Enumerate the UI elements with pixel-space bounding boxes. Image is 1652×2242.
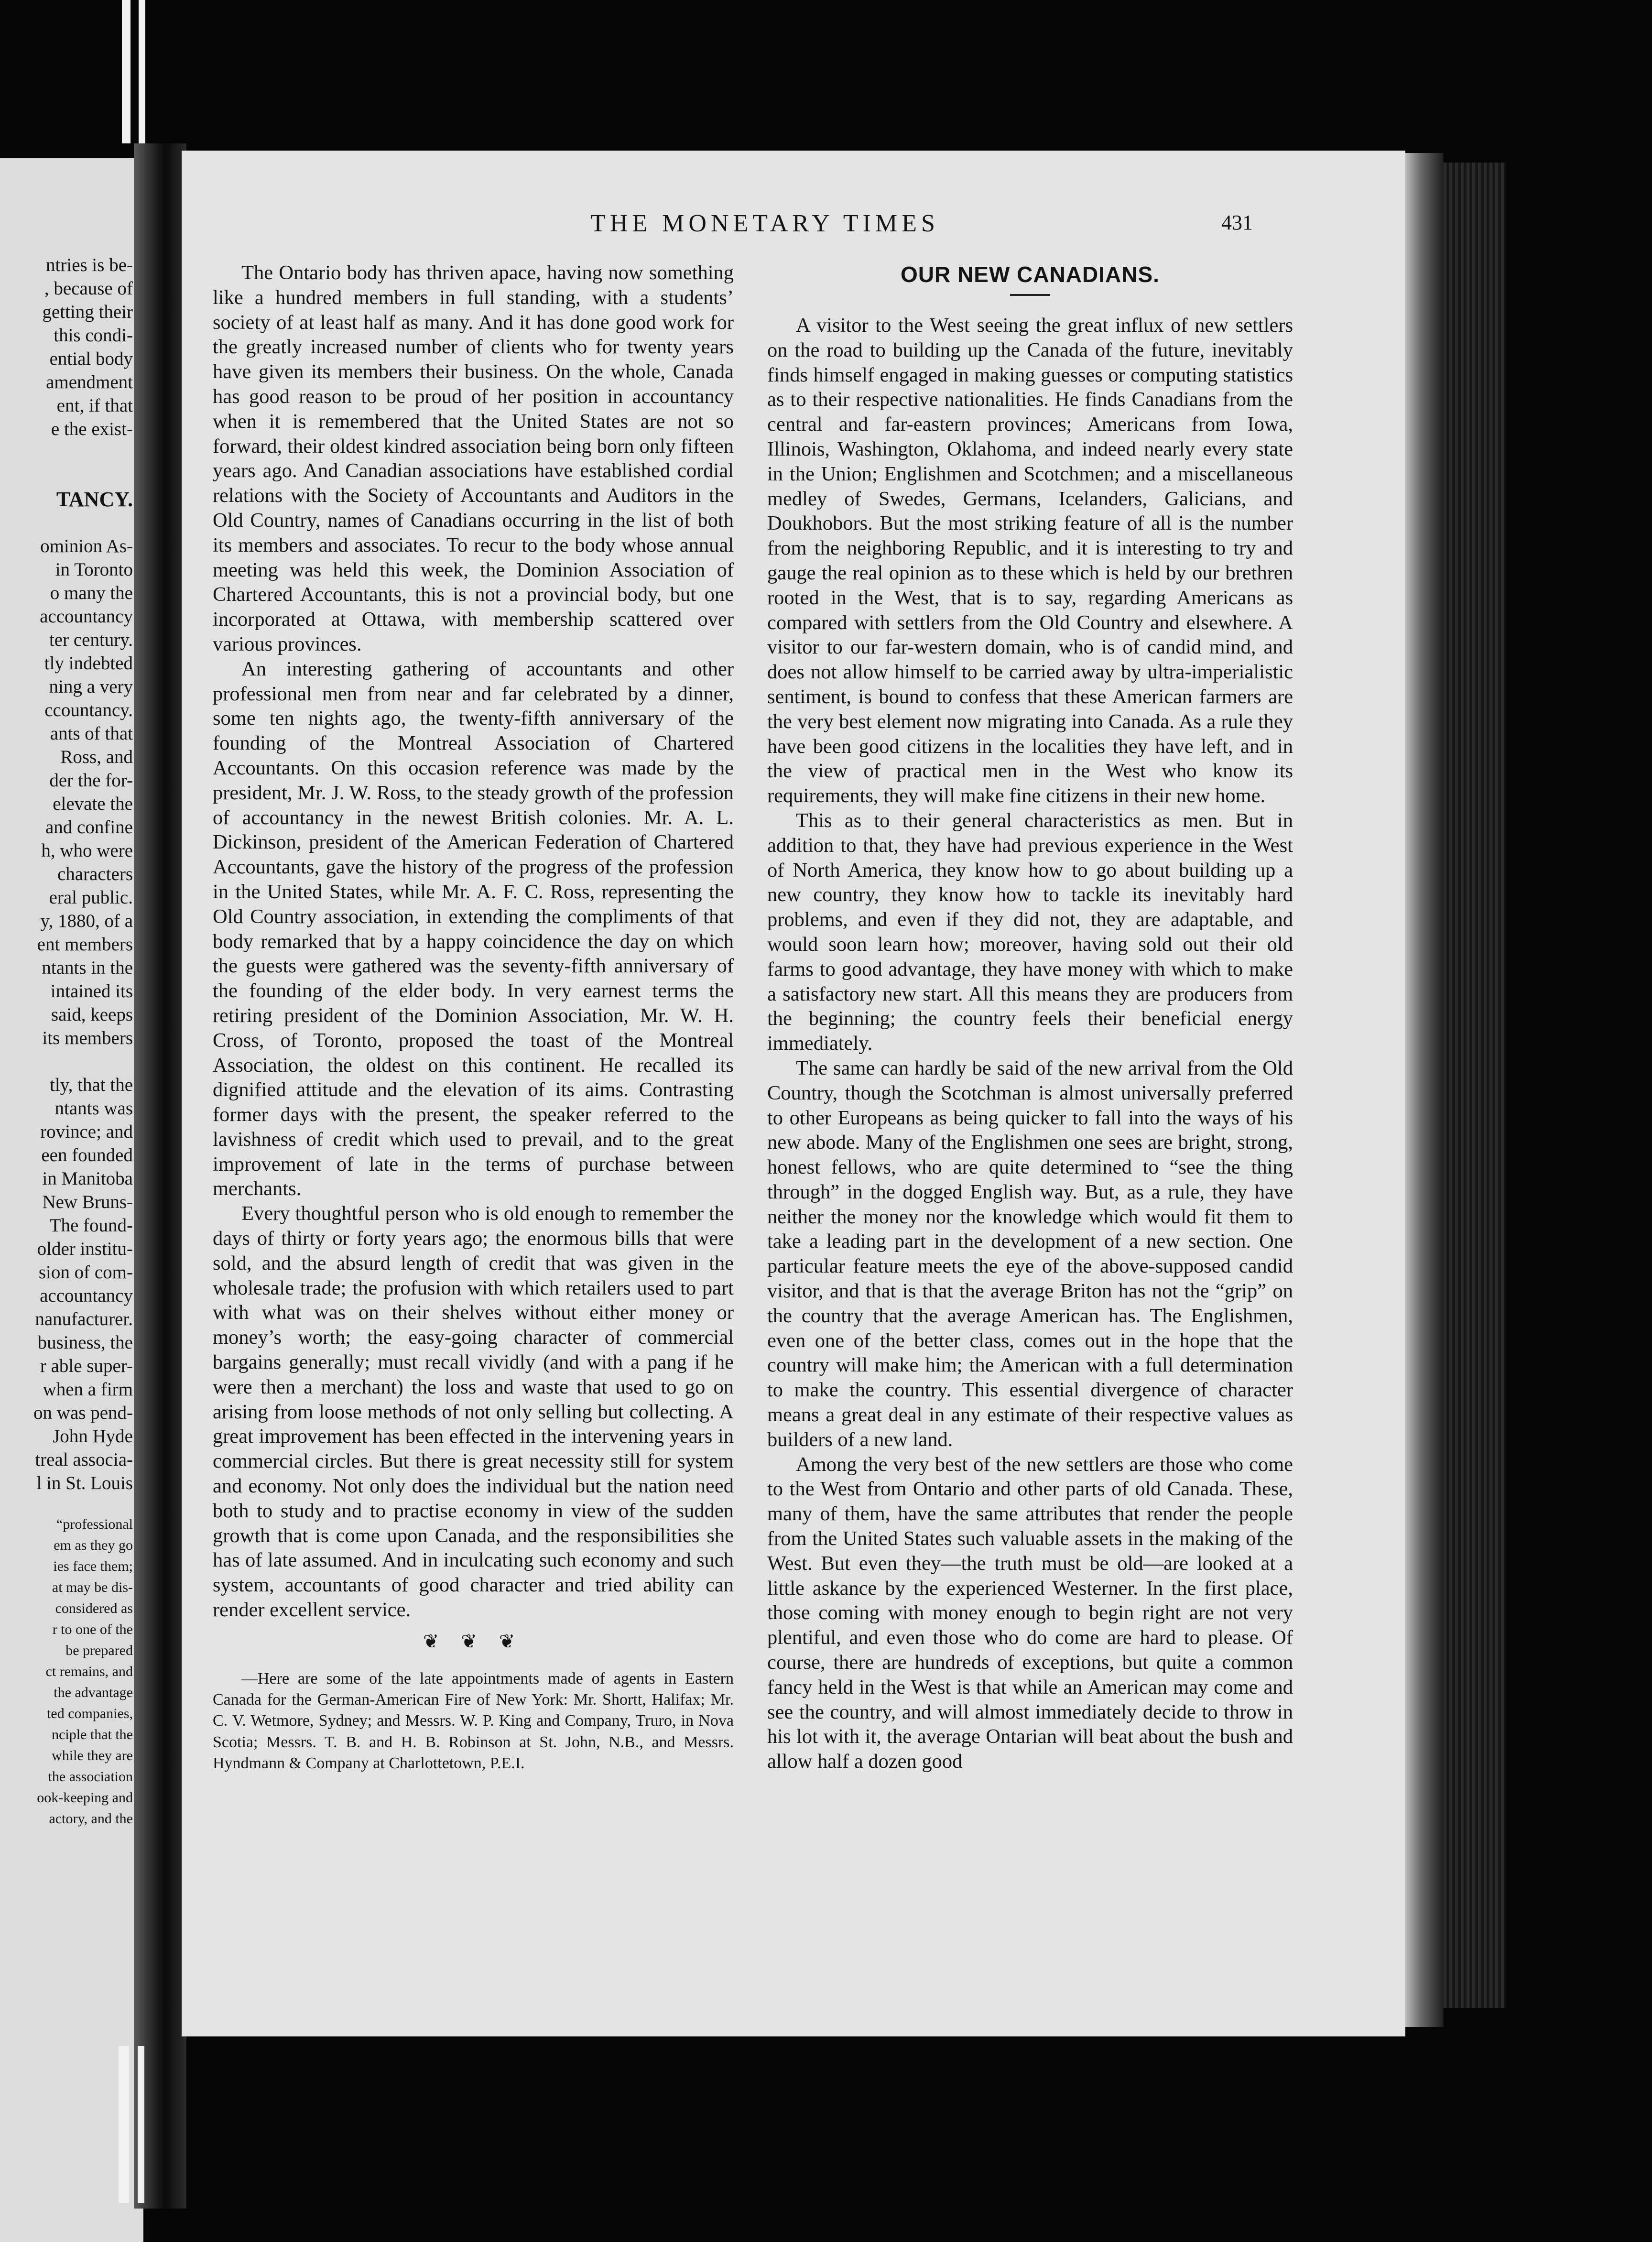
left-page-line: h, who were (41, 840, 133, 861)
left-page-line: in Manitoba (42, 1168, 133, 1189)
left-page-line: considered as (55, 1600, 133, 1616)
left-page-line: ominion As- (40, 536, 133, 556)
left-page-line: on was pend- (33, 1403, 133, 1423)
agents-note: —Here are some of the late appointments made of agents in Eastern Canada for the German-American Fire of New York: Mr. Shortt, Halifax; Mr. C. V. Wetmore, Sydney; and Messrs. W. P. King and Company, Truro, in Nova Scotia; Messrs. T. B. and H. B. Robinson at St. John, N.B., and Messrs. Hyndmann & Company at Charlottetown, P.E.I. (213, 1669, 734, 1773)
left-page-line: characters (57, 864, 133, 884)
left-page-line: ntants in the (42, 958, 133, 978)
left-page-line: eral public. (49, 887, 133, 908)
left-page-line: e the exist- (51, 419, 133, 439)
left-page-line: accountancy (40, 606, 133, 627)
film-mark-top (122, 0, 130, 143)
left-page-line: actory, and the (49, 1811, 133, 1827)
left-page-line: and confine (45, 817, 133, 838)
book-page-stack (1444, 163, 1506, 2008)
left-page-line: TANCY. (56, 488, 133, 511)
left-page-line: in Toronto (55, 559, 133, 580)
left-page-line: l in St. Louis (36, 1473, 133, 1493)
left-page-line: said, keeps (51, 1004, 133, 1025)
left-page-line: ies face them; (53, 1558, 133, 1574)
left-page-line: New Bruns- (42, 1192, 133, 1212)
left-page-line: when a firm (43, 1379, 133, 1400)
left-page-line: ent, if that (56, 395, 133, 416)
left-page-line: ct remains, and (45, 1664, 133, 1679)
left-page-line: der the for- (49, 770, 133, 791)
paragraph: Among the very best of the new settlers are those who come to the West from Ontario and other parts of old Canada. These, many of them, have the same attributes that render the people from the United States such valuable assets in the making of the West. But even they—the truth must be old—are looked at a little askance by the experienced Westerner. In the first place, those coming with money enough to begin right are not very plentiful, and even those who do come are hard to please. Of course, there are hundreds of exceptions, but quite a common fancy held in the West is that while an American may come and see the country, and will almost immediately decide to throw in his lot with it, the average Ontarian will beat about the bush and allow half a dozen good (767, 1453, 1293, 1773)
page-edge-shadow (1405, 153, 1444, 2027)
left-page-line: the advantage (54, 1685, 133, 1700)
left-page-line: “professional (56, 1516, 133, 1532)
running-header: THE MONETARY TIMES (590, 210, 939, 237)
left-page-line: at may be dis- (52, 1579, 133, 1595)
previous-page-fragment (0, 158, 143, 2242)
left-page-line: o many the (50, 583, 133, 603)
left-page-line: een founded (41, 1145, 133, 1165)
left-page-line: rovince; and (40, 1121, 133, 1142)
left-column (213, 261, 734, 1774)
left-page-line: ning a very (49, 676, 133, 697)
left-page-line: tly indebted (44, 653, 133, 674)
title-rule (1010, 294, 1050, 296)
left-page-line: business, the (37, 1332, 133, 1353)
left-page-line: nanufacturer. (35, 1309, 133, 1329)
left-page-line: tly, that the (49, 1075, 133, 1095)
left-page-line: em as they go (54, 1537, 133, 1553)
page-number: 431 (1221, 211, 1253, 234)
book-gutter (134, 143, 186, 2209)
left-page-line: ants of that (50, 723, 133, 744)
left-page-line: ential body (49, 348, 133, 369)
left-page-line: ook-keeping and (37, 1790, 133, 1806)
film-mark-bottom (119, 2046, 129, 2203)
paragraph: Every thoughtful person who is old enough to remember the days of thirty or forty years ago; the enormous bills that were sold, and the absurd length of credit that was given in the wholesale trade; the profusion with which retailers used to part with what was on their shelves without either money or money’s worth; the easy-going character of commercial bargains generally; must recall vividly (and with a pang if he were then a merchant) the loss and waste that used to go on arising from loose methods of not only selling but collecting. A great improvement has been effected in the intervening years in commercial circles. But there is great necessity still for system and economy. Not only does the individual but the nation need both to study and to practise economy in view of the sudden growth that is come upon Canada, and the responsibilities she has of late assumed. And in inculcating such economy and such system, accountants of good character and tried ability can render excellent service. (213, 1202, 734, 1622)
left-page-line: nciple that the (52, 1727, 133, 1742)
left-page-line: ter century. (49, 630, 133, 650)
left-page-line: the association (48, 1769, 133, 1785)
left-page-line: r able super- (40, 1356, 133, 1376)
left-page-line: treal associa- (35, 1449, 133, 1470)
left-page-line: John Hyde (53, 1426, 133, 1447)
left-page-line: y, 1880, of a (40, 911, 133, 931)
paragraph: The Ontario body has thriven apace, having now something like a hundred members in full standing, with a students’ society of at least half as many. And it has done good work for the greatly increased number of clients who for twenty years have given its members their business. On the whole, Canada has good reason to be proud of her position in accountancy when it is remembered that the United States are not so forward, their oldest kindred association being born only fifteen years ago. And Canadian associations have established cordial relations with the Society of Accountants and Auditors in the Old Country, names of Canadians occurring in the list of both its members and associates. To recur to the body whose annual meeting was held this week, the Dominion Association of Chartered Accountants, this is not a provincial body, but one incorporated at Ottawa, with membership scattered over various provinces. (213, 261, 734, 655)
left-page-line: ent members (37, 934, 133, 955)
left-page-line: while they are (52, 1748, 133, 1763)
left-page-line: ntants was (54, 1098, 133, 1119)
left-page-line: sion of com- (38, 1262, 133, 1283)
left-page-line: ccountancy. (44, 700, 133, 720)
left-page-line: be prepared (65, 1643, 133, 1658)
section-ornament: ❦ ❦ ❦ (423, 1630, 524, 1652)
paragraph: The same can hardly be said of the new arrival from the Old Country, though the Scotchman is almost universally preferred to other Europeans as being quicker to fall into the ways of his new abode. Many of the Englishmen one sees are bright, strong, honest fellows, who are quite determined to “see the thing through” in the dogged English way. But, as a rule, they have neither the money nor the knowledge which would fit them to take a leading part in the development of a new section. One particular feature meets the eye of the above-supposed candid visitor, and that is that the average Briton has not the “grip” on the country that the average American has. The Englishmen, even one of the better class, comes out in the hope that the country will make him; the American with a full determination to make the country. This essential divergence of character means a great deal in any estimate of their respective values as builders of a new land. (767, 1056, 1293, 1451)
left-page-line: r to one of the (52, 1622, 133, 1637)
film-mark-bottom-2 (138, 2046, 144, 2203)
left-page-line: ted companies, (47, 1706, 133, 1721)
left-page-line: ntries is be- (46, 255, 133, 275)
left-page-line: intained its (50, 981, 133, 1001)
paragraph: This as to their general characteristics as men. But in addition to that, they have had previous experience in the West of North America, they know how to go about building up a new country, they know how to tackle its inevitably hard problems, and even if they did not, they are adaptable, and would soon learn how; moreover, having sold out their old farms to good advantage, they have money with which to make a satisfactory new start. All this means they are producers from the beginning; the country feels their beneficial energy immediately. (767, 809, 1293, 1055)
left-page-line: The found- (49, 1215, 133, 1236)
right-column (767, 261, 1293, 1774)
left-page-line: its members (42, 1028, 133, 1048)
film-mark-top-2 (139, 0, 145, 143)
left-page-line: older institu- (37, 1239, 133, 1259)
left-page-line: getting their (42, 302, 133, 322)
left-page-line: elevate the (53, 794, 133, 814)
paragraph: A visitor to the West seeing the great influx of new settlers on the road to building up the Canada of the future, inevitably finds himself engaged in making guesses or computing statistics as to their respective nationalities. He finds Canadians from the central and far-eastern provinces; Americans from Iowa, Illinois, Washington, Oklahoma, and indeed nearly every state in the Union; Englishmen and Scotchmen; and a miscellaneous medley of Swedes, Germans, Icelanders, Galicians, and Doukhobors. But the most striking feature of all is the number from the neighboring Republic, and it is interesting to try and gauge the real opinion as to these which is held by our brethren rooted in the West, that is to say, regarding Americans as compared with settlers from the Old Country and elsewhere. A visitor to our far-western domain, who is of candid mind, and does not allow himself to be carried away by ultra-imperialistic sentiment, is bound to confess that these American farmers are the very best element now migrating into Canada. As a rule they have been good citizens in the localities they have left, and in the view of practical men in the West who know its requirements, they will make fine citizens in their new home. (767, 314, 1293, 807)
left-page-line: Ross, and (60, 747, 133, 767)
left-page-line: this condi- (54, 325, 133, 346)
article-title: OUR NEW CANADIANS. (901, 262, 1160, 287)
left-page-line: accountancy (40, 1285, 133, 1306)
left-page-line: amendment (46, 372, 133, 392)
paragraph: An interesting gathering of accountants and other professional men from near and far celebrated by a dinner, some ten nights ago, the twenty-fifth anniversary of the founding of the Montreal Association of Chartered Accountants. On this occasion reference was made by the president, Mr. J. W. Ross, to the steady growth of the profession of accountancy in the newest British colonies. Mr. A. L. Dickinson, president of the American Federation of Chartered Accountants, gave the history of the progress of the profession in the United States, while Mr. A. F. C. Ross, representing the Old Country association, in extending the compliments of that body remarked that by a happy coincidence the day on which the guests were gathered was the seventy-fifth anniversary of the founding of the elder body. In very earnest terms the retiring president of the Dominion Association, Mr. W. H. Cross, of Toronto, proposed the toast of the Montreal Association, the oldest on this continent. He recalled its dignified attitude and the elevation of its aims. Contrasting former days with the present, the speaker referred to the lavishness of credit which used to prevail, and to the great improvement of late in the terms of purchase between merchants. (213, 657, 734, 1200)
left-page-line: , because of (44, 278, 133, 299)
